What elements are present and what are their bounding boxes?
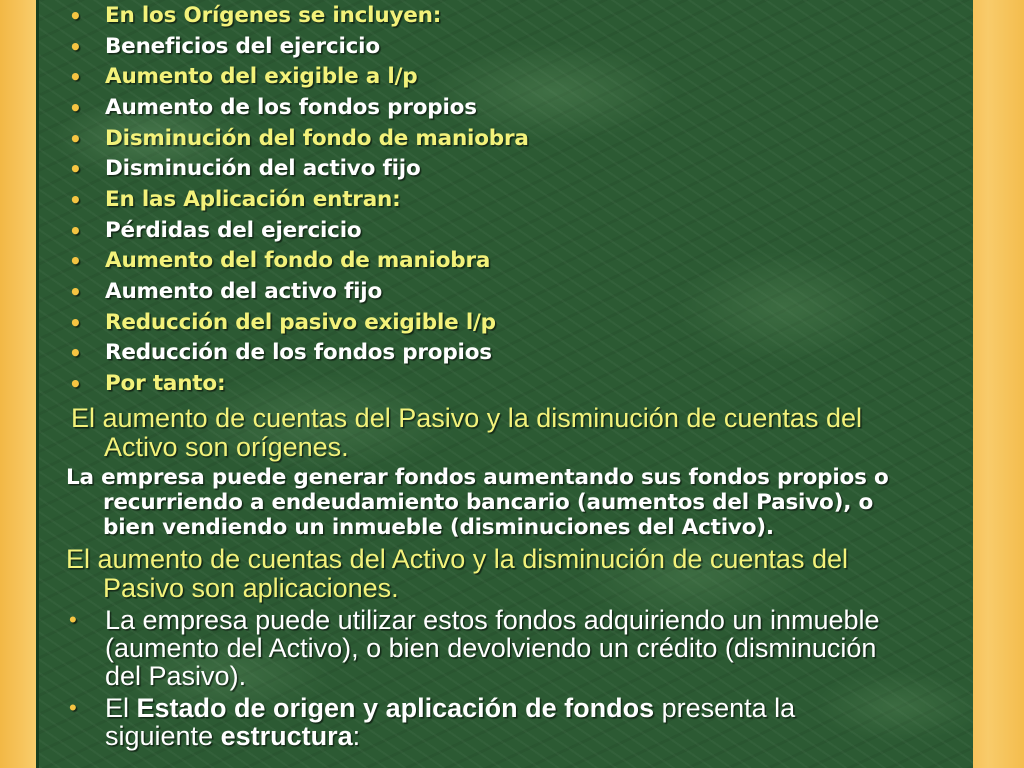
statement-applications-line2: Pasivo son aplicaciones. (103, 573, 399, 603)
bullet-icon: • (69, 372, 82, 396)
bullet-icon: • (69, 219, 82, 243)
bullet-icon: • (69, 35, 82, 59)
bullet-icon: • (69, 127, 82, 151)
origins-paragraph-line1: La empresa puede generar fondos aumentando sus fondos propios o (66, 465, 889, 490)
uses-line3: del Pasivo). (105, 661, 247, 691)
bullet-icon: • (69, 96, 82, 120)
list-item-text: Aumento del activo fijo (105, 279, 383, 304)
list-item-text: Aumento del exigible a l/p (105, 64, 418, 89)
structure-title-bold: Estado de origen y aplicación de fondos (136, 693, 655, 723)
list-item-text: Por tanto: (105, 371, 226, 396)
uses-line2: (aumento del Activo), o bien devolviendo un crédito (disminución (105, 633, 877, 663)
statement-origins-line1: El aumento de cuentas del Pasivo y la disminución de cuentas del (71, 403, 862, 433)
list-item-text: Reducción de los fondos propios (105, 340, 492, 365)
slide-panel (36, 0, 973, 768)
structure-line2 (69, 722, 795, 750)
origins-paragraph-line3: bien vendiendo un inmueble (disminuciones del Activo). (103, 515, 774, 540)
bullet-icon: • (69, 65, 82, 89)
structure-colon: : (352, 721, 361, 751)
bullet-icon: • (69, 157, 82, 181)
list-item-text: Reducción del pasivo exigible l/p (105, 310, 496, 335)
list-item-text: Aumento del fondo de maniobra (105, 248, 491, 273)
bullet-paragraph-structure (69, 694, 795, 750)
bullet-icon: • (69, 249, 82, 273)
list-item-text: Pérdidas del ejercicio (105, 218, 362, 243)
structure-text-siguiente: siguiente (105, 721, 221, 751)
list-item-text: En las Aplicación entran: (105, 187, 401, 212)
origins-paragraph-line2: recurriendo a endeudamiento bancario (aumentos del Pasivo), o (103, 490, 874, 515)
bullet-icon: • (69, 311, 82, 335)
bullet-icon: • (69, 4, 82, 28)
structure-word-bold: estructura (220, 721, 353, 751)
statement-origins-line2: Activo son orígenes. (104, 432, 349, 462)
bullet-icon: • (69, 607, 77, 632)
list-item-text: En los Orígenes se incluyen: (105, 3, 442, 28)
bullet-icon: • (69, 341, 82, 365)
structure-text-presenta: presenta la (654, 693, 796, 723)
bullet-icon: • (69, 695, 77, 720)
bullet-paragraph-uses (69, 606, 880, 690)
list-item-text: Disminución del fondo de maniobra (105, 126, 529, 151)
origins-paragraph (66, 465, 966, 540)
structure-text-el: El (105, 693, 137, 723)
list-item-text: Disminución del activo fijo (105, 156, 421, 181)
list-item-text: Aumento de los fondos propios (105, 95, 477, 120)
bullet-icon: • (69, 280, 82, 304)
list-item-text: Beneficios del ejercicio (105, 34, 380, 59)
statement-origins (71, 404, 862, 462)
uses-line1: La empresa puede utilizar estos fondos adquiriendo un inmueble (105, 605, 880, 635)
statement-applications-line1: El aumento de cuentas del Activo y la disminución de cuentas del (66, 544, 848, 574)
bullet-icon: • (69, 188, 82, 212)
statement-applications (66, 545, 848, 603)
structure-line1 (69, 694, 795, 722)
